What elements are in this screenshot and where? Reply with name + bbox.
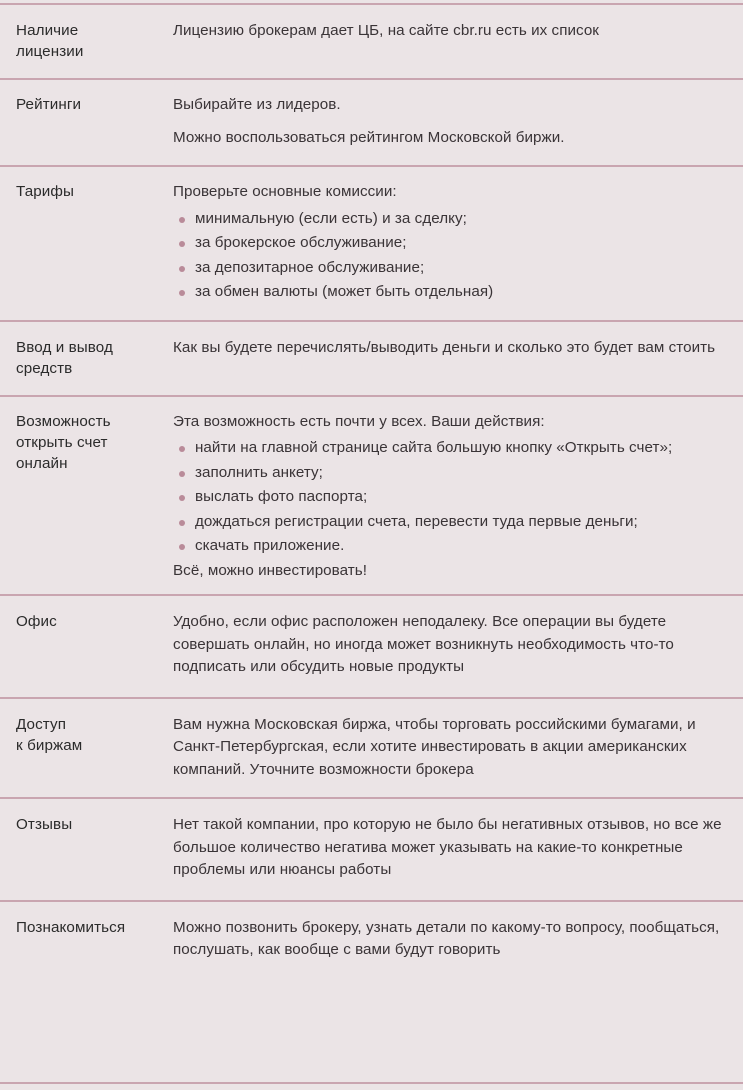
row-label bbox=[16, 611, 173, 632]
row-label-line: к биржам bbox=[16, 736, 83, 754]
bullet-item: найти на главной странице сайта большую кнопку «Открыть счет»; bbox=[173, 437, 727, 460]
row-label bbox=[16, 411, 173, 474]
table-row bbox=[0, 902, 743, 980]
row-label-line: Доступ bbox=[16, 715, 67, 733]
bullet-item: дождаться регистрации счета, перевести туда первые деньги; bbox=[173, 511, 727, 534]
row-label-line: Возможность bbox=[16, 412, 111, 430]
row-label-line: открыть счет bbox=[16, 433, 108, 451]
row-paragraph: Можно воспользоваться рейтингом Московской биржи. bbox=[173, 128, 565, 146]
row-body bbox=[173, 20, 727, 43]
row-paragraph: Нет такой компании, про которую не было бы негативных отзывов, но все же большое количество негатива может указывать на какие-то конкретные проблемы или нюансы работы bbox=[173, 816, 722, 878]
bullet-item: за обмен валюты (может быть отдельная) bbox=[173, 281, 727, 304]
row-label-line: средств bbox=[16, 359, 73, 377]
row-label-line: Рейтинги bbox=[16, 96, 82, 113]
row-body bbox=[173, 181, 727, 306]
row-label bbox=[16, 917, 173, 938]
row-label-line: онлайн bbox=[16, 454, 68, 472]
bullet-item: скачать приложение. bbox=[173, 535, 727, 558]
row-label bbox=[16, 714, 173, 756]
row-closing-line: Всё, можно инвестировать! bbox=[173, 561, 368, 579]
bottom-spacer bbox=[0, 980, 743, 1083]
table-row bbox=[0, 5, 743, 78]
row-label bbox=[16, 181, 173, 202]
row-label-line: Тарифы bbox=[16, 183, 74, 200]
table-row bbox=[0, 80, 743, 165]
row-label bbox=[16, 20, 173, 62]
row-label-line: Отзывы bbox=[16, 816, 73, 833]
row-paragraph: Можно позвонить брокеру, узнать детали по какому-то вопросу, пообщаться, послушать, как вообще с вами будут говорить bbox=[173, 918, 720, 958]
row-body bbox=[173, 814, 727, 882]
row-paragraph: Вам нужна Московская биржа, чтобы торговать российскими бумагами, и Санкт-Петербургская, если хотите инвестировать в акции американских компаний. Уточните возможности брокера bbox=[173, 715, 696, 778]
row-paragraph: Лицензию брокерам дает ЦБ, на сайте cbr.ru есть их список bbox=[173, 22, 600, 39]
row-paragraph: Выбирайте из лидеров. bbox=[173, 96, 341, 113]
row-label bbox=[16, 337, 173, 379]
bottom-margin bbox=[0, 1084, 743, 1090]
bullet-list bbox=[173, 208, 727, 304]
row-paragraph: Эта возможность есть почти у всех. Ваши действия: bbox=[173, 412, 545, 430]
row-paragraph: Как вы будете перечислять/выводить деньги и сколько это будет вам стоить bbox=[173, 338, 716, 356]
bullet-item: выслать фото паспорта; bbox=[173, 486, 727, 509]
table-row bbox=[0, 699, 743, 798]
row-label-line: лицензии bbox=[16, 43, 84, 60]
row-label-line: Офис bbox=[16, 613, 57, 630]
row-body bbox=[173, 917, 727, 962]
table-row bbox=[0, 596, 743, 697]
row-label-line: Ввод и вывод bbox=[16, 338, 113, 356]
row-paragraph: Удобно, если офис расположен неподалеку. Все операции вы будете совершать онлайн, но иногда может возникнуть необходимость что-то подписать или обсудить новые продукты bbox=[173, 613, 674, 675]
bullet-item: минимальную (если есть) и за сделку; bbox=[173, 208, 727, 231]
bullet-item: заполнить анкету; bbox=[173, 462, 727, 485]
table-row bbox=[0, 322, 743, 395]
row-body bbox=[173, 611, 727, 679]
row-label-line: Познакомиться bbox=[16, 918, 126, 936]
row-label-line: Наличие bbox=[16, 22, 79, 39]
row-body bbox=[173, 411, 727, 583]
row-label bbox=[16, 814, 173, 835]
bullet-item: за депозитарное обслуживание; bbox=[173, 257, 727, 280]
row-label bbox=[16, 94, 173, 115]
table-row bbox=[0, 397, 743, 595]
row-body bbox=[173, 94, 727, 149]
row-paragraph: Проверьте основные комиссии: bbox=[173, 183, 397, 200]
table-row bbox=[0, 167, 743, 320]
bullet-list bbox=[173, 437, 727, 558]
bullet-item: за брокерское обслуживание; bbox=[173, 232, 727, 255]
table-row bbox=[0, 799, 743, 900]
row-body bbox=[173, 714, 727, 782]
row-body bbox=[173, 337, 727, 360]
